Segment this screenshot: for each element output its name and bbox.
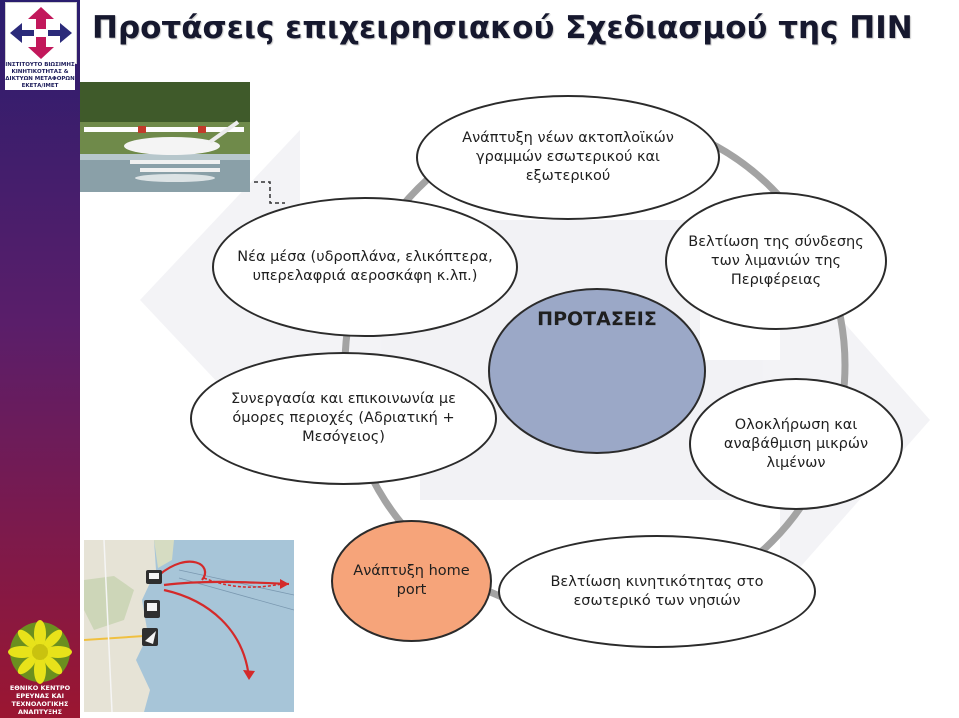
node-island-mobility: Βελτίωση κινητικότητας στο εσωτερικό των νησιών xyxy=(498,535,816,648)
route-map-icon xyxy=(84,540,294,712)
center-node-proposals: ΠΡΟΤΑΣΕΙΣ xyxy=(488,288,706,454)
node-new-means: Νέα μέσα (υδροπλάνα, ελικόπτερα, υπερελαφριά αεροσκάφη κ.λπ.) xyxy=(212,197,518,337)
node-port-connection: Βελτίωση της σύνδεσης των λιμανιών της Περιφέρειας xyxy=(665,192,887,330)
node-small-ports: Ολοκλήρωση και αναβάθμιση μικρών λιμένων xyxy=(689,378,903,510)
node-neighbor-cooperation: Συνεργασία και επικοινωνία με όμορες περιοχές (Αδριατική + Μεσόγειος) xyxy=(190,352,497,485)
slide-title: Προτάσεις επιχειρησιακού Σχεδιασμού της ΠΙΝ xyxy=(92,10,913,46)
research-center-caption: ΕΘΝΙΚΟ ΚΕΝΤΡΟ ΕΡΕΥΝΑΣ ΚΑΙ ΤΕΧΝΟΛΟΓΙΚΗΣ ΑΝΑΠΤΥΞΗΣ xyxy=(9,684,71,716)
seaplane-icon xyxy=(80,82,250,192)
route-map xyxy=(84,540,294,712)
seaplane-photo xyxy=(80,82,250,192)
node-new-ferry-lines: Ανάπτυξη νέων ακτοπλοϊκών γραμμών εσωτερικού και εξωτερικού xyxy=(416,95,720,220)
institute-logo-caption: ΙΝΣΤΙΤΟΥΤΟ ΒΙΩΣΙΜΗΣ ΚΙΝΗΤΙΚΟΤΗΤΑΣ & ΔΙΚΤΥΩΝ ΜΕΤΑΦΟΡΩΝ ΕΚΕΤΑ/ΙΜΕΤ xyxy=(5,62,75,89)
node-home-port: Ανάπτυξη home port xyxy=(331,520,492,642)
